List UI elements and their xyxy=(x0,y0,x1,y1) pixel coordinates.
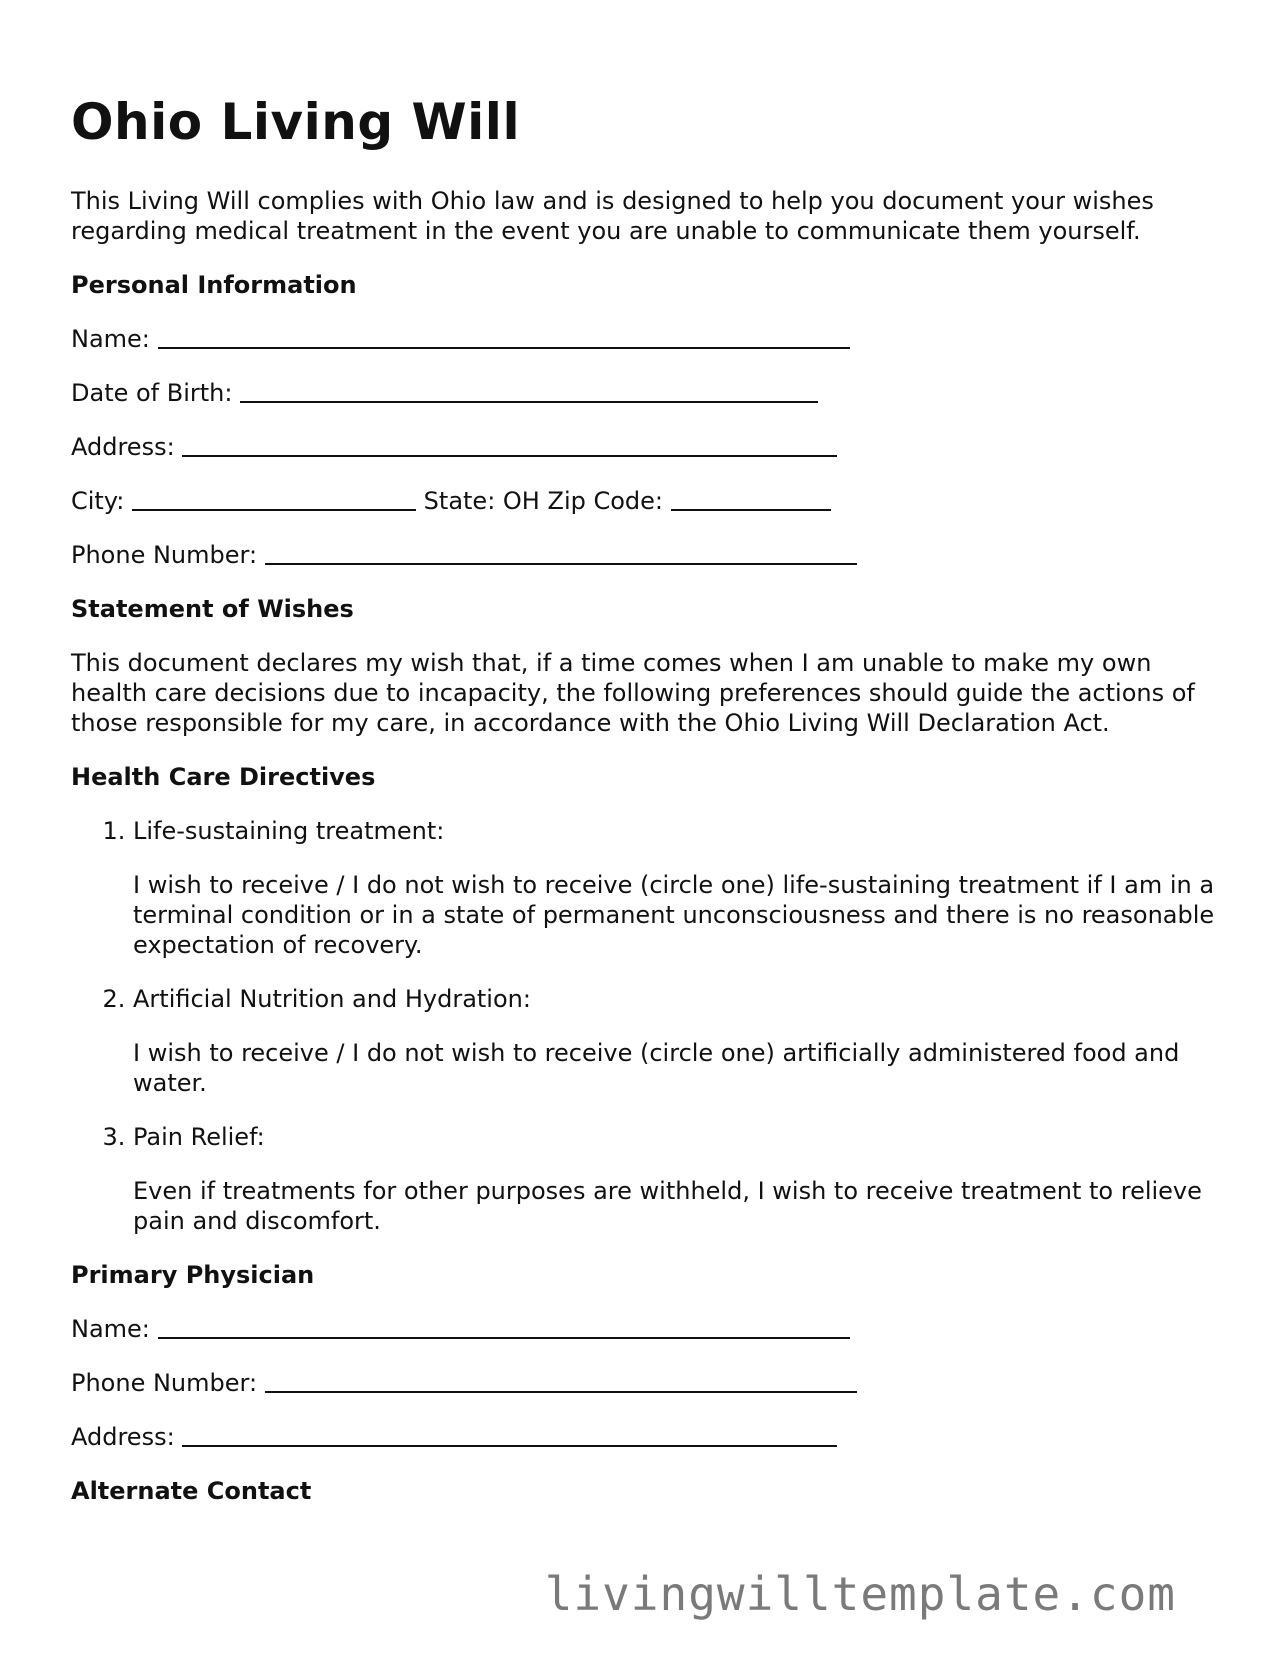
personal-phone-label: Phone Number: xyxy=(71,541,258,569)
directive-item xyxy=(133,984,1221,1098)
directive-detail: I wish to receive / I do not wish to receive (circle one) artificially administered food and water. xyxy=(133,1039,1180,1097)
statement-of-wishes-heading: Statement of Wishes xyxy=(71,595,354,623)
personal-city-label: City: xyxy=(71,487,125,515)
personal-address-field xyxy=(71,432,1221,462)
personal-phone-blank[interactable] xyxy=(265,541,857,565)
physician-name-label: Name: xyxy=(71,1315,150,1343)
physician-phone-field xyxy=(71,1368,1221,1398)
personal-dob-field xyxy=(71,378,1221,408)
personal-dob-label: Date of Birth: xyxy=(71,379,233,407)
physician-phone-label: Phone Number: xyxy=(71,1369,258,1397)
primary-physician-heading: Primary Physician xyxy=(71,1261,315,1289)
health-care-directives-heading: Health Care Directives xyxy=(71,763,376,791)
statement-of-wishes-text: This document declares my wish that, if a time comes when I am unable to make my own health care decisions due to incapacity, the following preferences should guide the actions of those responsible for my care, in accordance with the Ohio Living Will Declaration Act. xyxy=(71,649,1195,737)
physician-phone-blank[interactable] xyxy=(265,1369,857,1393)
intro-paragraph: This Living Will complies with Ohio law and is designed to help you document your wishes regarding medical treatment in the event you are unable to communicate them yourself. xyxy=(71,187,1154,245)
personal-state-label: State: OH xyxy=(423,487,540,515)
directive-title: 3. Pain Relief: xyxy=(133,1123,265,1151)
document-title: Ohio Living Will xyxy=(71,93,521,151)
physician-name-blank[interactable] xyxy=(158,1315,850,1339)
physician-address-blank[interactable] xyxy=(182,1423,837,1447)
directive-detail: Even if treatments for other purposes are withheld, I wish to receive treatment to relieve pain and discomfort. xyxy=(133,1177,1202,1235)
directive-item xyxy=(133,816,1221,960)
personal-address-blank[interactable] xyxy=(182,433,837,457)
personal-name-field xyxy=(71,324,1221,354)
site-watermark: livingwilltemplate.com xyxy=(544,1567,1176,1621)
personal-dob-blank[interactable] xyxy=(240,379,818,403)
directives-list xyxy=(71,816,1221,1236)
directive-title: 1. Life-sustaining treatment: xyxy=(133,817,445,845)
directive-detail: I wish to receive / I do not wish to receive (circle one) life-sustaining treatment if I am in a terminal condition or in a state of permanent unconsciousness and there is no reasonable expectation of recovery. xyxy=(133,871,1215,959)
alternate-contact-heading: Alternate Contact xyxy=(71,1477,312,1505)
physician-name-field xyxy=(71,1314,1221,1344)
personal-city-blank[interactable] xyxy=(132,487,416,511)
personal-address-label: Address: xyxy=(71,433,175,461)
personal-name-blank[interactable] xyxy=(158,325,850,349)
personal-city-state-zip-field xyxy=(71,486,1221,516)
personal-zip-label: Zip Code: xyxy=(547,487,663,515)
physician-address-field xyxy=(71,1422,1221,1452)
directive-title: 2. Artificial Nutrition and Hydration: xyxy=(133,985,531,1013)
personal-information-heading: Personal Information xyxy=(71,271,357,299)
personal-zip-blank[interactable] xyxy=(671,487,831,511)
directive-item xyxy=(133,1122,1221,1236)
document-page xyxy=(71,80,1221,1506)
personal-phone-field xyxy=(71,540,1221,570)
personal-name-label: Name: xyxy=(71,325,150,353)
physician-address-label: Address: xyxy=(71,1423,175,1451)
